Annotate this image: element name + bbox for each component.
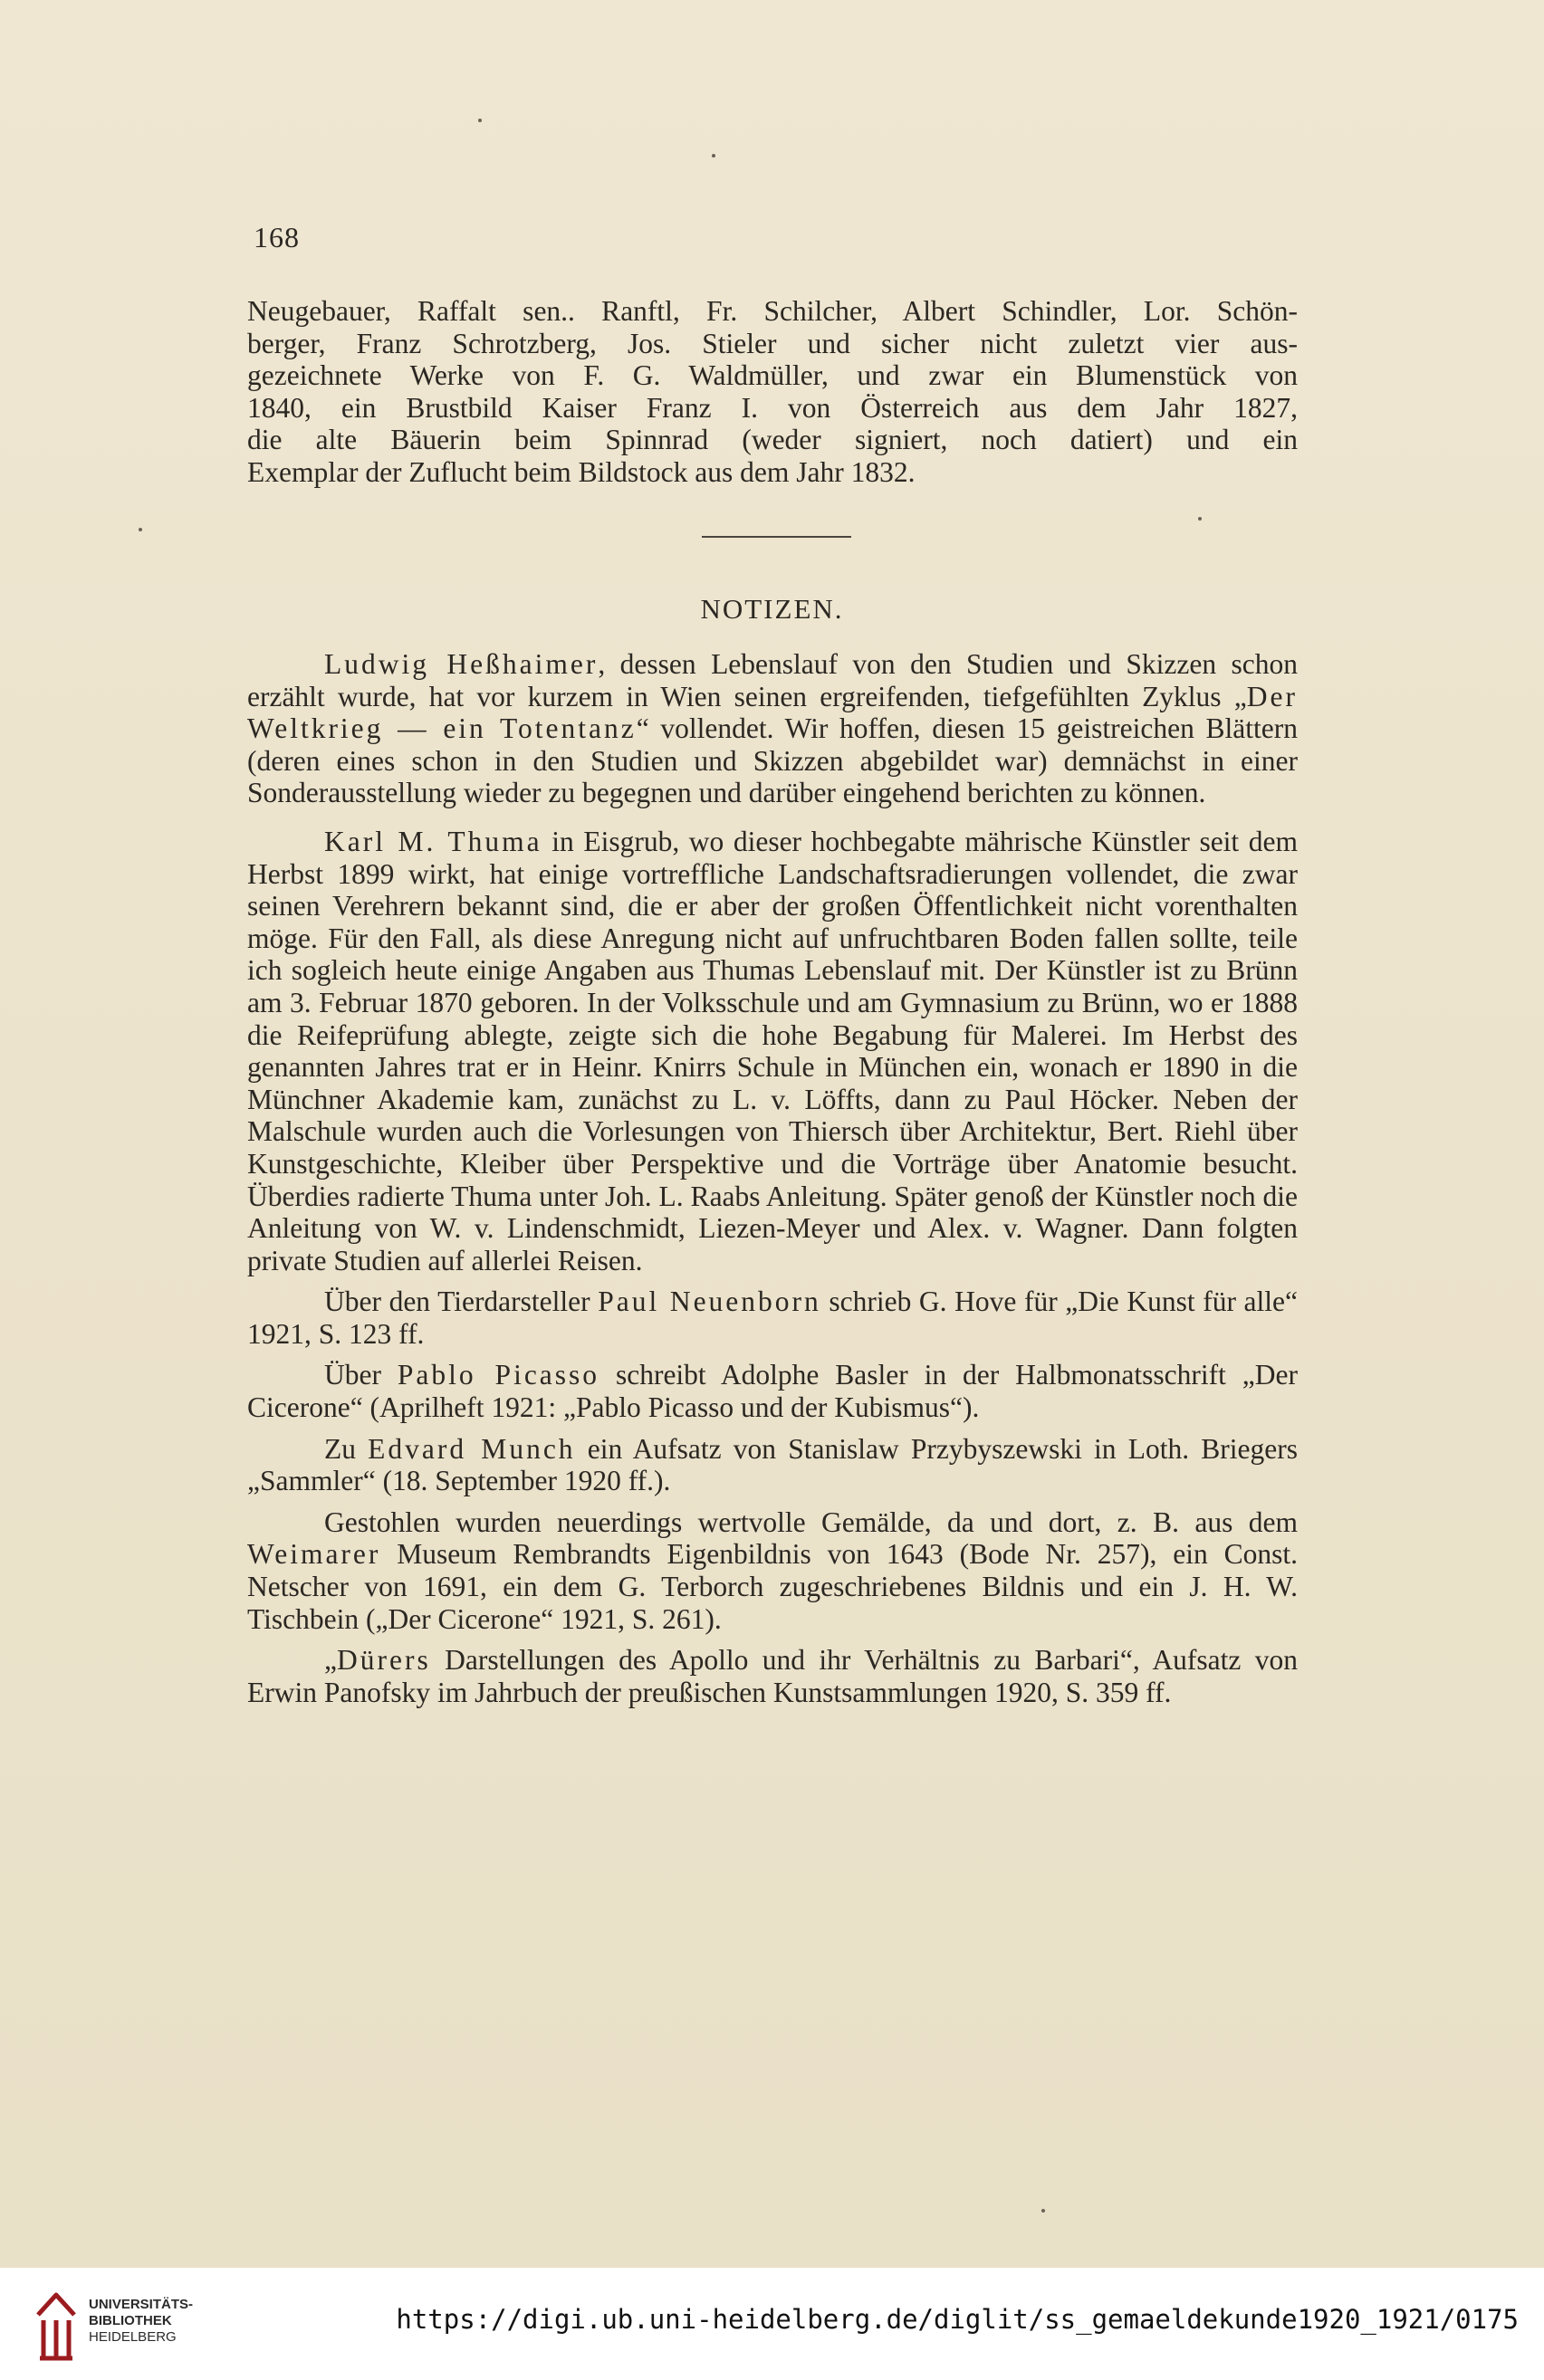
artist-name: Pablo Picasso [397, 1359, 600, 1391]
cycle-title: Der Weltkrieg — ein Totentanz [247, 680, 1298, 745]
note-picasso: Über Pablo Picasso schreibt Adolphe Basler in der Halbmonatsschrift „Der Cicerone“ (Aprilheft 1921: „Pablo Picasso und der Kubismus“). [247, 1359, 1298, 1424]
intro-paragraph [247, 295, 1298, 489]
library-logo-text: UNIVERSITÄTS- BIBLIOTHEK HEIDELBERG [89, 2297, 194, 2345]
artist-name: Karl M. Thuma [324, 825, 542, 857]
library-logo-icon [34, 2288, 78, 2362]
note-thuma: Karl M. Thuma in Eisgrub, wo dieser hochbegabte mährische Künstler seit dem Herbst 1899 wirkt, hat einige vortreffliche Landschaftsradierungen vollendet, die zwar seinen Verehrern bekannt sind, die er aber der großen Öffentlichkeit nicht vorenthalten möge. Für den Fall, als diese Anregung nicht auf unfruchtbaren Boden fallen sollte, teile ich sogleich heute einige Angaben aus Thumas Lebenslauf mit. Der Künstler ist zu Brünn am 3. Februar 1870 geboren. In der Volksschule und am Gymnasium zu Brünn, wo er 1888 die Reifeprüfung ablegte, zeigte sich die hohe Begabung für Malerei. Im Herbst des genannten Jahres trat er in Heinr. Knirrs Schule in München ein, wonach er 1890 in die Münchner Akademie kam, zunächst zu L. v. Löffts, dann zu Paul Höcker. Neben der Malschule wurden auch die Vorlesungen von Thiersch über Architektur, Bert. Riehl über Kunstgeschichte, Kleiber über Perspektive und die Vorträge über Anatomie besucht. Überdies radierte Thuma unter Joh. L. Raabs Anleitung. Später genoß der Künstler noch die Anleitung von W. v. Lindenschmidt, Liezen-Meyer und Alex. v. Wagner. Dann folgten private Studien auf allerlei Reisen. [247, 825, 1298, 1276]
note-stolen-paintings: Gestohlen wurden neuerdings wertvolle Gemälde, da und dort, z. B. aus dem Weimarer Museum Rembrandts Eigenbildnis von 1643 (Bode Nr. 257), ein Const. Netscher von 1691, ein dem G. Terborch zugeschriebenes Bildnis und ein J. H. W. Tischbein („Der Cicerone“ 1921, S. 261). [247, 1505, 1298, 1635]
page-url-link[interactable]: https://digi.ub.uni-heidelberg.de/diglit/ss_gemaeldekunde1920_1921/0175 [396, 2304, 1519, 2335]
notes-body [247, 648, 1298, 1708]
paper-speck [478, 119, 482, 122]
paper-speck [139, 528, 142, 531]
note-neuenborn: Über den Tierdarsteller Paul Neuenborn schrieb G. Hove für „Die Kunst für alle“ 1921, S. 123 ff. [247, 1286, 1298, 1350]
artist-name: Edvard Munch [368, 1432, 576, 1465]
note-hesshaimer: Ludwig Heßhaimer, dessen Lebenslauf von den Studien und Skizzen schon erzählt wurde, hat vor kurzem in Wien seinen ergreifenden, tiefgefühlten Zyklus „Der Weltkrieg — ein Totentanz“ vollendet. Wir hoffen, diesen 15 geistreichen Blättern (deren eines schon in den Studien und Skizzen abgebildet war) demnächst in einer Sonderausstellung wieder zu begegnen und darüber eingehend berichten zu können. [247, 648, 1298, 809]
paper-speck [1198, 517, 1202, 521]
note-munch: Zu Edvard Munch ein Aufsatz von Stanislaw Przybyszewski in Loth. Briegers „Sammler“ (18. September 1920 ff.). [247, 1432, 1298, 1497]
intro-line: die alte Bäuerin beim Spinnrad (weder signiert, noch datiert) und ein [247, 424, 1298, 456]
intro-line: Exemplar der Zuflucht beim Bildstock aus dem Jahr 1832. [247, 455, 916, 488]
artist-name: Paul Neuenborn [598, 1286, 821, 1318]
intro-line: berger, Franz Schrotzberg, Jos. Stieler und sicher nicht zuletzt vier aus- [247, 327, 1298, 359]
library-footer [0, 2268, 1544, 2380]
intro-line: 1840, ein Brustbild Kaiser Franz I. von Österreich aus dem Jahr 1827, [247, 391, 1298, 424]
page-number: 168 [254, 221, 300, 253]
section-heading: NOTIZEN. [700, 593, 844, 625]
artist-name: Dürers [336, 1644, 431, 1677]
section-divider [702, 536, 851, 538]
artist-name: Ludwig Heßhaimer [324, 648, 599, 680]
intro-line: gezeichnete Werke von F. G. Waldmüller, und zwar ein Blumenstück von [247, 359, 1298, 392]
intro-line: Neugebauer, Raffalt sen.. Ranftl, Fr. Schilcher, Albert Schindler, Lor. Schön- [247, 295, 1298, 327]
museum-name: Weimarer [247, 1538, 381, 1571]
paper-speck [712, 154, 715, 158]
note-duerer: „Dürers Darstellungen des Apollo und ihr Verhältnis zu Barbari“, Aufsatz von Erwin Panofsky im Jahrbuch der preußischen Kunstsammlungen 1920, S. 359 ff. [247, 1644, 1298, 1708]
paper-speck [1041, 2209, 1045, 2213]
